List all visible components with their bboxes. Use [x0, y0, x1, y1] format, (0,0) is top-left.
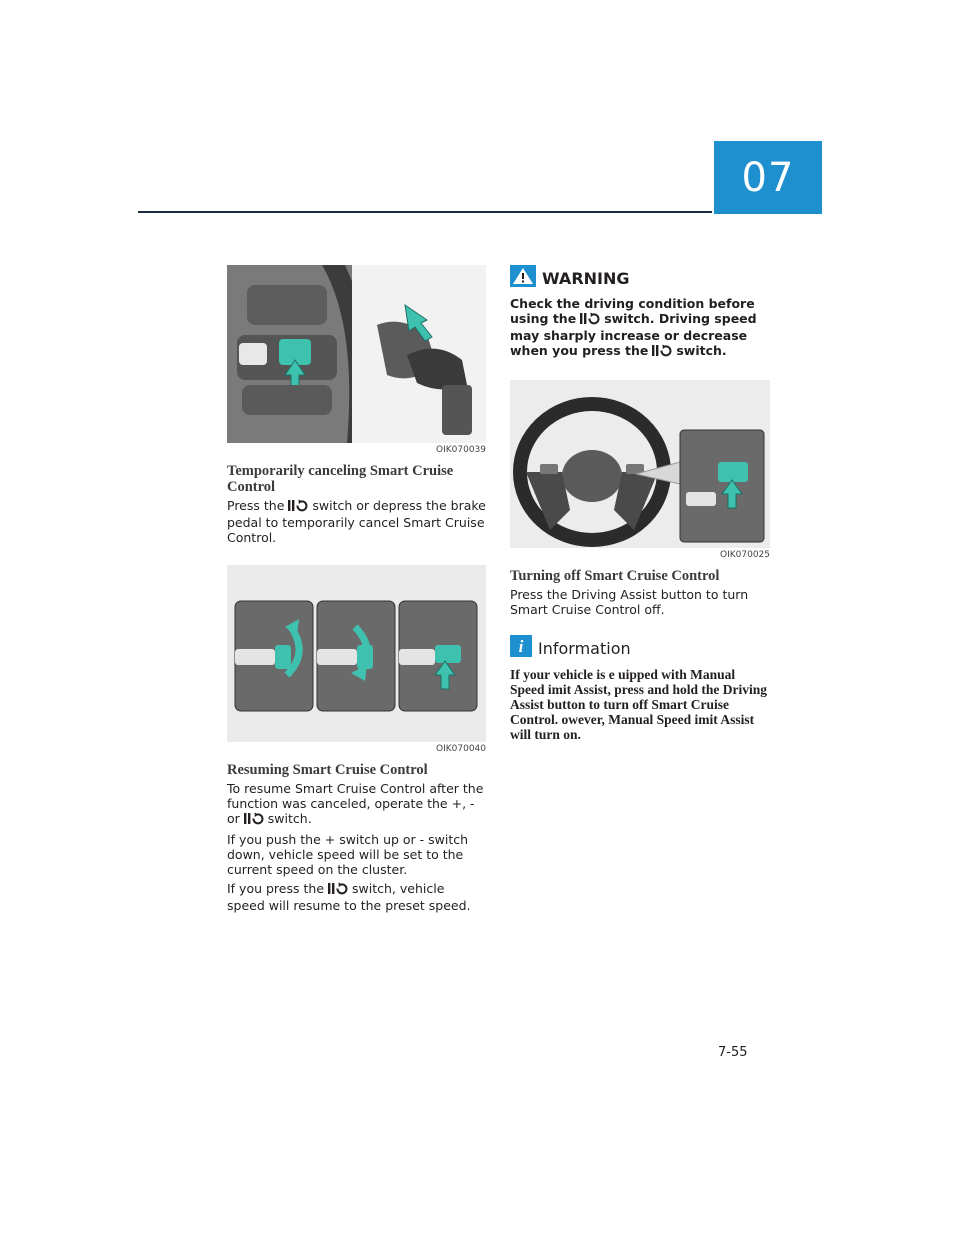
figure-cancel	[227, 265, 486, 443]
paragraph	[227, 498, 486, 545]
chapter-number: 07	[741, 154, 795, 201]
text-segment: switch. Driving speed may sharply increase or decrease when you press the	[510, 311, 757, 358]
pause-resume-switch-icon	[327, 882, 349, 898]
pause-resume-switch-icon	[287, 499, 309, 515]
text-segment: switch, vehicle speed will resume to the preset speed.	[227, 881, 471, 913]
paragraph	[227, 781, 486, 828]
warning-label: WARNING	[542, 268, 630, 288]
header-rule	[138, 211, 712, 213]
figure-resume	[227, 565, 486, 742]
steering-and-pedal-illustration	[227, 265, 486, 443]
svg-text:i: i	[518, 637, 524, 656]
text-segment: switch or depress the brake pedal to temporarily cancel Smart Cruise Control.	[227, 498, 486, 545]
warning-text	[510, 296, 770, 360]
pause-resume-switch-icon	[579, 312, 601, 328]
information-title	[510, 635, 770, 661]
text-segment: switch.	[267, 811, 312, 826]
section-heading: Resuming Smart Cruise Control	[227, 762, 428, 778]
information-icon	[510, 635, 532, 661]
figure-code: OIK070025	[720, 550, 770, 560]
warning-icon	[510, 265, 536, 291]
chapter-tab	[714, 141, 822, 214]
information-label: Information	[538, 638, 631, 658]
paragraph: Press the Driving Assist button to turn Smart Cruise Control off.	[510, 587, 749, 617]
right-column	[510, 265, 770, 742]
information-text: If your vehicle is e uipped with Manual Speed imit Assist, press and hold the Driving Assist button to turn off Smart Cruise Control. owever, Manual Speed imit Assist will turn on.	[510, 667, 768, 742]
text-segment: Check the driving condition before using the	[510, 296, 755, 326]
left-column	[227, 265, 486, 917]
warning-title	[510, 265, 770, 291]
steering-wheel-illustration	[510, 380, 770, 548]
resume-switch-illustration	[227, 565, 486, 742]
paragraph: If you push the + switch up or - switch down, vehicle speed will be set to the current speed on the cluster.	[227, 832, 469, 877]
section-heading: Turning off Smart Cruise Control	[510, 568, 720, 584]
section-heading: Temporarily canceling Smart Cruise Control	[227, 463, 454, 495]
figure-code: OIK070040	[436, 744, 486, 754]
figure-code: OIK070039	[436, 445, 486, 455]
text-segment: If you press the	[227, 881, 325, 896]
pause-resume-switch-icon	[651, 344, 673, 360]
text-segment: To resume Smart Cruise Control after the function was canceled, operate the +, - or	[227, 781, 484, 826]
text-segment: switch.	[676, 343, 727, 358]
paragraph	[227, 881, 486, 913]
page-number: 7-55	[718, 1045, 748, 1060]
pause-resume-switch-icon	[243, 812, 265, 828]
figure-turn-off	[510, 380, 770, 548]
text-segment: Press the	[227, 498, 285, 513]
